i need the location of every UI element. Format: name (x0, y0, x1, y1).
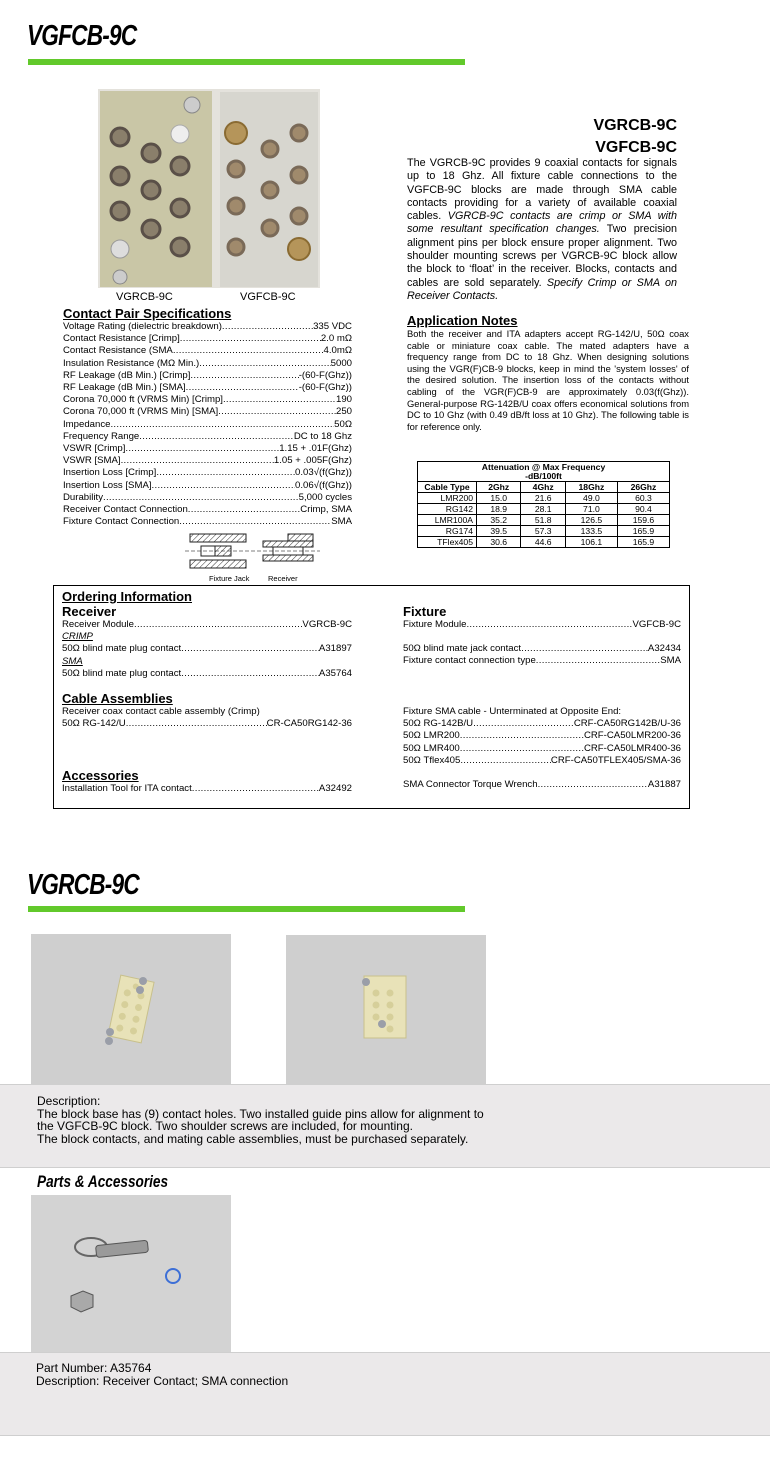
block-photo-back (286, 935, 486, 1085)
connector-blocks-image (98, 89, 320, 288)
spec-value: 1.15 + .01F(Ghz) (279, 443, 352, 455)
spec-label: Insulation Resistance (MΩ Min.) (63, 357, 200, 369)
diagram-label-receiver: Receiver (268, 574, 298, 583)
part-number: VGFCB-9C (632, 619, 681, 630)
spec-label: Insertion Loss [SMA] (63, 479, 152, 491)
part-number: A31887 (647, 779, 681, 791)
spec-label: RF Leakage (dB Min.) [SMA] (63, 382, 186, 394)
col-header: 18Ghz (565, 482, 617, 493)
order-row-conn-type (403, 655, 681, 667)
table-row (418, 537, 670, 548)
spec-row (63, 431, 352, 443)
order-label: Fixture contact connection type (403, 655, 536, 667)
spec-row (63, 321, 352, 333)
order-label: 50Ω RG-142/U (62, 718, 126, 730)
contact-specs (63, 306, 352, 528)
order-label: Fixture Module (403, 619, 467, 630)
spec-value: 250 (335, 406, 352, 418)
order-label: 50Ω blind mate jack contact (403, 643, 522, 655)
spec-label: Corona 70,000 ft (VRMS Min) [Crimp] (63, 394, 223, 406)
product-photo (98, 89, 320, 288)
product-heading-receiver: VGRCB-9C (593, 117, 677, 134)
part-number: CRF-CA50TFLEX405/SMA-36 (550, 754, 681, 766)
part-number: A32434 (647, 643, 681, 655)
order-row-jack-contact (403, 643, 681, 655)
part-number: A32492 (318, 783, 352, 794)
spec-row (63, 467, 352, 479)
spec-label: Frequency Range (63, 430, 140, 442)
cell: 90.4 (617, 504, 669, 515)
attenuation-table-grid (417, 461, 670, 548)
cell: 28.1 (521, 504, 565, 515)
spec-label: Fixture Contact Connection (63, 516, 180, 528)
order-row-sma-contact (62, 668, 352, 680)
cell: 126.5 (565, 515, 617, 526)
spec-label: Insertion Loss [Crimp] (63, 467, 157, 479)
spec-row (63, 443, 352, 455)
part-number: VGRCB-9C (302, 619, 352, 630)
table-header-row (418, 482, 670, 493)
spec-row (63, 480, 352, 492)
order-row-torque-wrench (403, 779, 681, 791)
receiver-cable-desc: Receiver coax contact cable assembly (Crimp) (62, 706, 260, 717)
order-row-fixture-module (403, 619, 681, 631)
order-label: 50Ω blind mate plug contact (62, 667, 182, 679)
receiver-title: Receiver (62, 604, 117, 619)
product-heading (480, 115, 677, 159)
cell: 21.6 (521, 493, 565, 504)
accessories-title: Accessories (62, 768, 139, 783)
photo-caption-receiver: VGRCB-9C (116, 291, 173, 303)
cell: LMR200 (418, 493, 477, 504)
spec-value: 2.0 mΩ (320, 333, 352, 345)
table-row (418, 504, 670, 515)
table-row (418, 493, 670, 504)
cell: 165.9 (617, 537, 669, 548)
cell: 35.2 (477, 515, 521, 526)
description-line: The block base has (9) contact holes. Two installed guide pins allow for alignment to (37, 1106, 484, 1121)
spec-row (63, 516, 352, 528)
specs-title: Contact Pair Specifications (63, 306, 232, 321)
spec-row (63, 358, 352, 370)
col-header: 26Ghz (617, 482, 669, 493)
spec-label: RF Leakage (dB Min.) [Crimp] (63, 369, 191, 381)
app-notes-title: Application Notes (407, 313, 518, 328)
sma-contact-image (31, 1195, 231, 1353)
part-description-line: Description: Receiver Contact; SMA connection (36, 1373, 289, 1388)
cell: 106.1 (565, 537, 617, 548)
cell: RG142 (418, 504, 477, 515)
fixture-cables-right (403, 706, 681, 791)
part-number: CR-CA50RG142-36 (266, 718, 352, 730)
order-label: Installation Tool for ITA contact (62, 783, 192, 794)
spec-label: Receiver Contact Connection (63, 504, 188, 516)
intro-text-1: The VGRCB-9C provides 9 coaxial contacts for signals up to 18 Ghz. All fixture cable connections to the VGFCB-9C blocks are made through SMA cable contacts providing for a variety of available coaxial cables. (407, 157, 677, 223)
cell: 44.6 (521, 537, 565, 548)
table-subtitle: -dB/100ft (525, 471, 562, 481)
intro-text-italic-2: Specify Crimp or SMA on Receiver Contacts. (407, 276, 677, 302)
spec-value: 1.05 + .005F(Ghz) (273, 455, 352, 467)
col-header: 4Ghz (521, 482, 565, 493)
spec-value: DC to 18 Ghz (293, 430, 352, 442)
order-row-fixture-cable (403, 755, 681, 767)
spec-row (63, 333, 352, 345)
part-photo (31, 1195, 231, 1353)
part-number: SMA (660, 655, 681, 667)
intro-text-2: Two precision alignment pins per block ensure proper alignment. Two shoulder mounting screws per VGRCB-9C block allow the block to ‘float’ in the receiver. Blocks, contacts and cables are sold separately. (407, 223, 677, 289)
spec-label: Voltage Rating (dielectric breakdown) (63, 321, 222, 332)
spec-label: Durability (63, 491, 103, 503)
green-divider (28, 59, 465, 65)
spec-value: Crimp, SMA (300, 504, 352, 516)
cell: 51.8 (521, 515, 565, 526)
product-heading-fixture: VGFCB-9C (595, 139, 677, 156)
cell: TFlex405 (418, 537, 477, 548)
section-title-vgrcb: VGRCB-9C (27, 869, 139, 901)
ordering-left (62, 589, 352, 680)
spec-row (63, 406, 352, 418)
order-label: 50Ω RG-142B/U (403, 718, 474, 730)
block-description (37, 1095, 737, 1145)
cable-assemblies-left (62, 691, 352, 730)
fixture-title: Fixture (403, 604, 447, 619)
order-row-receiver-cable (62, 718, 352, 730)
order-row-install-tool (62, 783, 352, 795)
spec-row (63, 382, 352, 394)
cell: 18.9 (477, 504, 521, 515)
sma-label: SMA (62, 655, 83, 667)
parts-title: Parts & Accessories (37, 1172, 169, 1191)
accessories-left (62, 768, 352, 795)
description-line: the VGFCB-9C block. Two shoulder screws are included, for mounting. (37, 1119, 413, 1133)
table-title: Attenuation @ Max Frequency (481, 462, 606, 472)
spec-row (63, 370, 352, 382)
description-line: The block contacts, and mating cable assemblies, must be purchased separately. (37, 1131, 469, 1146)
connector-diagram (185, 531, 320, 571)
order-label: 50Ω blind mate plug contact (62, 643, 182, 655)
spec-value: SMA (331, 516, 352, 528)
part-number: A31897 (318, 643, 352, 655)
order-label: 50Ω LMR400 (403, 742, 460, 754)
spec-row (63, 492, 352, 504)
part-number: CRF-CA50LMR400-36 (583, 742, 681, 754)
table-row (418, 515, 670, 526)
order-row-fixture-cable (403, 718, 681, 730)
order-label: 50Ω Tflex405 (403, 754, 461, 766)
order-label: Receiver Module (62, 619, 134, 630)
table-title-cell (418, 462, 670, 482)
spec-value: 0.06√(f(Ghz)) (295, 479, 352, 491)
spec-value: -(60-F(Ghz)) (298, 369, 352, 381)
spec-row (63, 394, 352, 406)
order-row-receiver-module (62, 619, 352, 631)
spec-value: 190 (335, 394, 352, 406)
attenuation-table (417, 461, 670, 548)
spec-value: 0.03√(f(Ghz)) (295, 467, 352, 479)
cell: 60.3 (617, 493, 669, 504)
fixture-cable-desc: Fixture SMA cable - Unterminated at Opposite End: (403, 706, 622, 717)
order-row-fixture-cable (403, 743, 681, 755)
intro-text-italic-1: VGRCB-9C contacts are crimp or SMA with some resultant specification changes. (407, 210, 677, 236)
cell: 159.6 (617, 515, 669, 526)
cell: 30.6 (477, 537, 521, 548)
crimp-label: CRIMP (62, 631, 93, 643)
spec-value: 5000 (330, 357, 352, 369)
spec-value: 50Ω (334, 418, 352, 430)
cell: RG174 (418, 526, 477, 537)
part-number: A35764 (318, 667, 352, 679)
cell: 15.0 (477, 493, 521, 504)
block-back-image (286, 935, 486, 1085)
spec-row (63, 504, 352, 516)
spec-label: Contact Resistance (SMA (63, 345, 173, 357)
spec-label: Corona 70,000 ft (VRMS Min) [SMA] (63, 406, 219, 418)
green-divider (28, 906, 465, 912)
col-header: 2Ghz (477, 482, 521, 493)
part-number-line: Part Number: A35764 (36, 1361, 152, 1375)
order-label: 50Ω LMR200 (403, 730, 460, 742)
app-notes-text: Both the receiver and ITA adapters accept RG-142/U, 50Ω coax cable or miniature coax cable. The mated adapters have a frequency range from DC to 18 Ghz. When designing solutions using the VGR(F)CB-9 blocks, keep in mind the 'system losses' of the desired solution. The insertion loss of the contacts without cabling of the VGR(F)CB-9 are approximately 0.03(f(Ghz)). General-purpose RG-142B/U coax offers economical solutions from DC to 10 Ghz (with 0.49 dB/ft loss at 10 Ghz). The following table is for reference only. (407, 328, 689, 432)
block-front-image (31, 934, 231, 1084)
block-photo-front (31, 934, 231, 1084)
spec-label: Contact Resistance [Crimp] (63, 333, 180, 345)
spec-value: 4.0mΩ (323, 345, 352, 357)
intro-paragraph (407, 157, 677, 303)
cell: 133.5 (565, 526, 617, 537)
cell: 39.5 (477, 526, 521, 537)
spec-value: 5,000 cycles (298, 491, 352, 503)
spec-row (63, 419, 352, 431)
spec-label: VSWR [SMA] (63, 455, 121, 467)
cell: 165.9 (617, 526, 669, 537)
photo-caption-fixture: VGFCB-9C (240, 291, 296, 303)
section-title-vgfcb: VGFCB-9C (27, 20, 137, 52)
table-row (418, 526, 670, 537)
cross-section-icon (185, 531, 320, 571)
spec-row (63, 345, 352, 357)
cell: LMR100A (418, 515, 477, 526)
cell: 57.3 (521, 526, 565, 537)
cell: 49.0 (565, 493, 617, 504)
spec-label: VSWR [Crimp] (63, 443, 126, 455)
spec-label: Impedance (63, 418, 111, 430)
part-description (36, 1362, 736, 1387)
spec-value: -(60-F(Ghz)) (298, 382, 352, 394)
spec-value: 335 VDC (313, 321, 352, 332)
description-label: Description: (37, 1094, 101, 1108)
spec-row (63, 455, 352, 467)
order-label: SMA Connector Torque Wrench (403, 779, 538, 791)
ordering-title: Ordering Information (62, 589, 192, 604)
part-number: CRF-CA50RG142B/U-36 (573, 718, 681, 730)
diagram-label-fixture-jack: Fixture Jack (209, 574, 250, 583)
application-notes (407, 313, 689, 432)
part-number: CRF-CA50LMR200-36 (583, 730, 681, 742)
specs-list (63, 321, 352, 528)
cable-assemblies-title: Cable Assemblies (62, 691, 173, 706)
order-row-fixture-cable (403, 730, 681, 742)
order-row-crimp-contact (62, 643, 352, 655)
col-header: Cable Type (418, 482, 477, 493)
ordering-right (403, 604, 681, 668)
cell: 71.0 (565, 504, 617, 515)
